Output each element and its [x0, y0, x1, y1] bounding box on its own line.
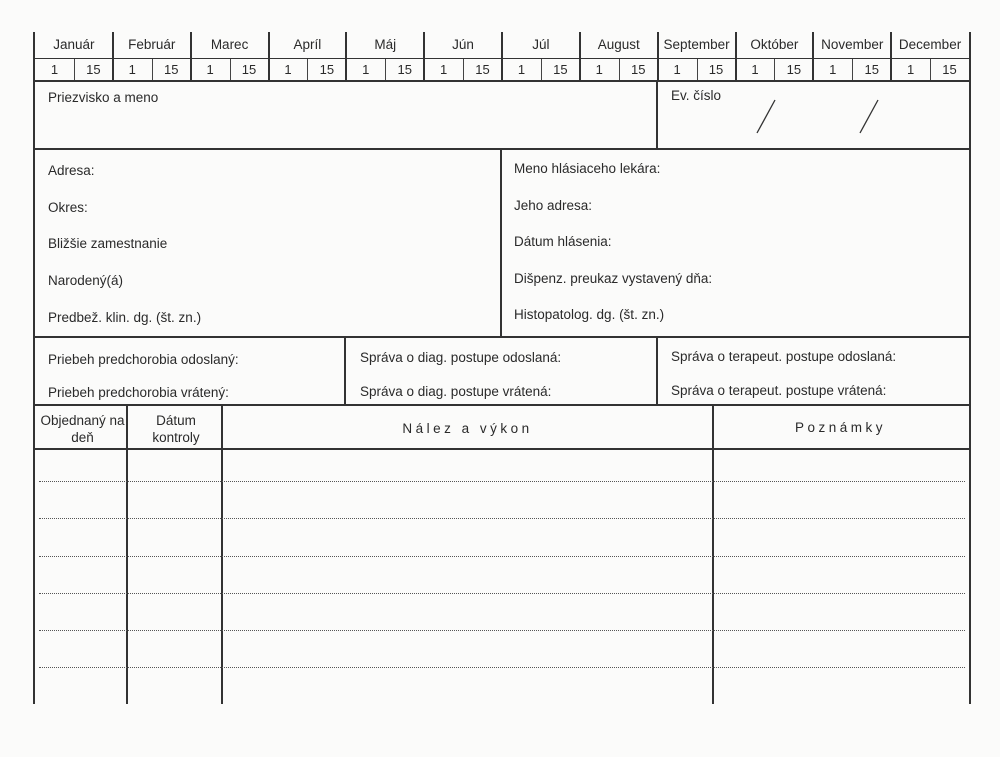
day-divider: [541, 59, 542, 80]
address-left-label-2: Bližšie zamestnanie: [48, 236, 168, 251]
day-divider: [697, 59, 698, 80]
month-1-day-1[interactable]: 1: [50, 62, 59, 77]
ev-number-field[interactable]: [669, 98, 969, 148]
month-divider-line: [35, 58, 969, 59]
month-3-day-1[interactable]: 1: [206, 62, 214, 77]
month-2-day-15[interactable]: 15: [163, 62, 179, 77]
day-divider: [307, 59, 308, 80]
address-right-label-1: Jeho adresa:: [514, 198, 593, 213]
month-3-label: Marec: [210, 37, 249, 52]
ev-number-label: Ev. číslo: [671, 88, 722, 103]
report-divider-1: [344, 336, 346, 404]
medical-record-card: [33, 32, 971, 704]
report-divider-2: [656, 336, 658, 404]
address-left-label-1: Okres:: [48, 200, 88, 215]
month-8-label: August: [597, 37, 640, 52]
therapy-returned-label: Správa o terapeut. postupe vrátená:: [671, 383, 887, 398]
month-4-label: Apríl: [293, 37, 322, 52]
table-row[interactable]: [37, 488, 967, 524]
address-right-label-4: Histopatolog. dg. (št. zn.): [514, 307, 665, 322]
month-10-day-1[interactable]: 1: [751, 62, 759, 77]
month-3-day-15[interactable]: 15: [241, 62, 257, 77]
month-12-day-15[interactable]: 15: [942, 62, 957, 77]
address-divider: [500, 148, 502, 336]
table-row[interactable]: [37, 600, 967, 636]
month-2-day-1[interactable]: 1: [128, 62, 136, 77]
month-2-label: Február: [128, 37, 176, 52]
ev-cislo-divider: [656, 80, 658, 148]
day-divider: [774, 59, 775, 80]
calendar-bottom-line: [35, 80, 969, 82]
month-5-day-1[interactable]: 1: [362, 62, 370, 77]
header-datum-kontroly: Dátum kontroly: [152, 413, 200, 445]
month-5-label: Máj: [374, 37, 397, 52]
table-row[interactable]: [37, 450, 967, 486]
month-10-day-15[interactable]: 15: [786, 62, 802, 77]
month-11-day-15[interactable]: 15: [864, 62, 879, 77]
month-9-day-1[interactable]: 1: [673, 62, 681, 77]
history-sent-label: Priebeh predchorobia odoslaný:: [48, 352, 239, 367]
month-1-day-15[interactable]: 15: [86, 62, 101, 77]
month-8-day-1[interactable]: 1: [595, 62, 603, 77]
month-6-day-15[interactable]: 15: [475, 62, 490, 77]
month-7-label: Júl: [532, 37, 550, 52]
day-divider: [463, 59, 464, 80]
month-11-label: November: [821, 37, 884, 52]
day-divider: [852, 59, 853, 80]
month-6-day-1[interactable]: 1: [439, 62, 448, 77]
month-10-label: Október: [750, 37, 799, 52]
table-row[interactable]: [37, 638, 967, 674]
day-divider: [230, 59, 231, 80]
month-11-day-1[interactable]: 1: [829, 62, 837, 77]
ev-slash-1: [757, 100, 775, 133]
header-nalez-a-vykon: Nález a výkon: [402, 421, 533, 436]
diag-sent-label: Správa o diag. postupe odoslaná:: [360, 350, 562, 365]
report-section-bottom-line: [35, 404, 969, 406]
ev-slash-2: [860, 100, 878, 133]
diag-returned-label: Správa o diag. postupe vrátená:: [360, 384, 552, 399]
month-7-day-15[interactable]: 15: [553, 62, 568, 77]
day-divider: [619, 59, 620, 80]
month-7-day-1[interactable]: 1: [517, 62, 526, 77]
month-1-label: Január: [53, 37, 95, 52]
table-row[interactable]: [37, 675, 967, 711]
address-left-label-4: Predbež. klin. dg. (št. zn.): [48, 310, 202, 325]
ev-number-slashes: [669, 98, 969, 148]
name-label: Priezvisko a meno: [48, 90, 159, 105]
address-section-bottom-line: [35, 336, 969, 338]
history-returned-label: Priebeh predchorobia vrátený:: [48, 385, 229, 400]
day-divider: [152, 59, 153, 80]
address-left-label-3: Narodený(á): [48, 273, 124, 288]
address-right-label-3: Dišpenz. preukaz vystavený dňa:: [514, 271, 713, 286]
header-objednany: Objednaný na deň: [40, 413, 125, 445]
address-left-label-0: Adresa:: [48, 163, 95, 178]
month-12-label: December: [898, 37, 962, 52]
month-9-day-15[interactable]: 15: [708, 62, 724, 77]
header-poznamky: Poznámky: [794, 420, 887, 435]
table-row[interactable]: [37, 525, 967, 561]
address-right-label-2: Dátum hlásenia:: [514, 234, 612, 249]
therapy-sent-label: Správa o terapeut. postupe odoslaná:: [671, 349, 897, 364]
address-right-label-0: Meno hlásiaceho lekára:: [514, 161, 661, 176]
month-9-label: September: [663, 37, 730, 52]
day-divider: [74, 59, 75, 80]
day-divider: [930, 59, 931, 80]
month-4-day-1[interactable]: 1: [284, 62, 292, 77]
month-12-day-1[interactable]: 1: [906, 62, 915, 77]
month-6-label: Jún: [452, 37, 474, 52]
day-divider: [385, 59, 386, 80]
name-section-bottom-line: [35, 148, 969, 150]
table-row[interactable]: [37, 563, 967, 599]
month-8-day-15[interactable]: 15: [630, 62, 646, 77]
month-5-day-15[interactable]: 15: [397, 62, 412, 77]
month-4-day-15[interactable]: 15: [319, 62, 335, 77]
